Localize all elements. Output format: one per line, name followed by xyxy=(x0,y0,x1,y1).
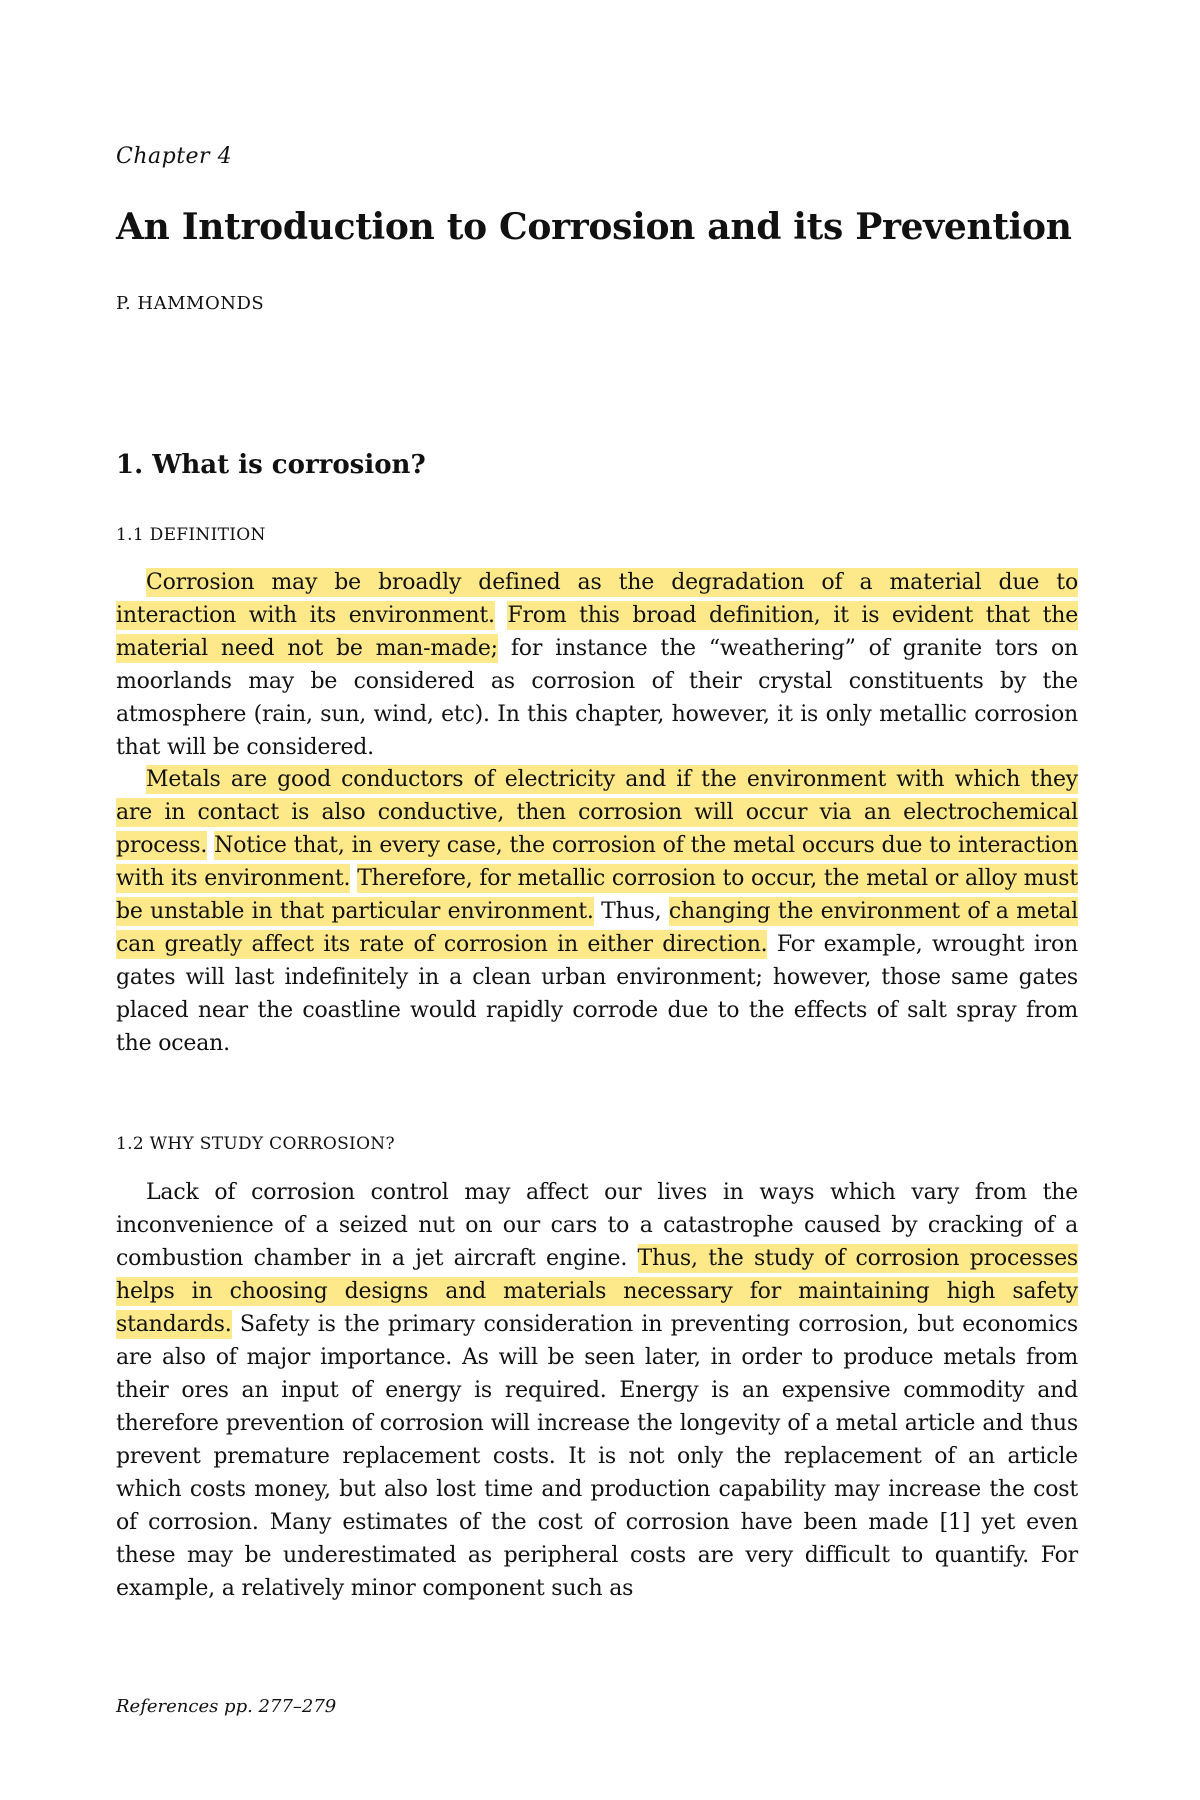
highlighted-text: Notice that, in every case, the corrosion of the metal occurs due to interaction with its environment. xyxy=(116,833,1078,891)
highlighted-text: From this broad definition, it is evident that the material need not be man-made; xyxy=(116,603,1079,661)
paragraph-metals xyxy=(116,763,1078,1060)
body-text: Thus, xyxy=(601,899,662,924)
references-footer: References pp. 277–279 xyxy=(116,1696,337,1717)
chapter-label: Chapter 4 xyxy=(116,144,233,169)
highlighted-text: Thus, the study of corrosion processes helps in choosing designs and materials necessary for maintaining high safety standards. xyxy=(116,1246,1078,1337)
body-text: For example, wrought iron gates will last indefinitely in a clean urban environment; however, those same gates placed near the coastline would rapidly corrode due to the effects of salt spray from the ocean. xyxy=(116,932,1078,1056)
body-text: for instance the “weathering” of granite tors on moorlands may be considered as corrosion of their crystal constituents by the atmosphere (rain, sun, wind, etc). In this chapter, however, it is only metallic corrosion that will be considered. xyxy=(116,636,1078,760)
highlighted-text: changing the environment of a metal can greatly affect its rate of corrosion in either direction. xyxy=(116,899,1078,957)
highlighted-text: Metals are good conductors of electricity and if the environment with which they are in contact is also conductive, then corrosion will occur via an electrochemical process. xyxy=(116,767,1078,858)
body-text: Lack of corrosion control may affect our lives in ways which vary from the inconvenience of a seized nut on our cars to a catastrophe caused by cracking of a combustion chamber in a jet aircraft engine. xyxy=(116,1180,1078,1271)
body-text: Safety is the primary consideration in preventing corrosion, but economics are also of major importance. As will be seen later, in order to produce metals from their ores an input of energy is required. Energy is an expensive commodity and therefore prevention of corrosion will increase the longevity of a metal article and thus prevent premature replacement costs. It is not only the replacement of an article which costs money, but also lost time and production capability may increase the cost of corrosion. Many estimates of the cost of corrosion have been made [1] yet even these may be underestimated as peripheral costs are very difficult to quantify. For example, a relatively minor component such as xyxy=(116,1312,1079,1601)
paragraph-why-study xyxy=(116,1176,1078,1605)
highlighted-text: Corrosion may be broadly defined as the degradation of a material due to interaction with its environment. xyxy=(116,570,1078,628)
subsection-heading-definition: 1.1 DEFINITION xyxy=(116,525,266,545)
highlighted-text: Therefore, for metallic corrosion to occur, the metal or alloy must be unstable in that particular environment. xyxy=(116,866,1078,924)
section-heading: 1. What is corrosion? xyxy=(116,450,426,480)
paragraph-definition xyxy=(116,566,1078,764)
subsection-heading-why-study: 1.2 WHY STUDY CORROSION? xyxy=(116,1134,395,1154)
author-name: P. HAMMONDS xyxy=(116,293,265,314)
chapter-title: An Introduction to Corrosion and its Prevention xyxy=(116,206,1072,248)
